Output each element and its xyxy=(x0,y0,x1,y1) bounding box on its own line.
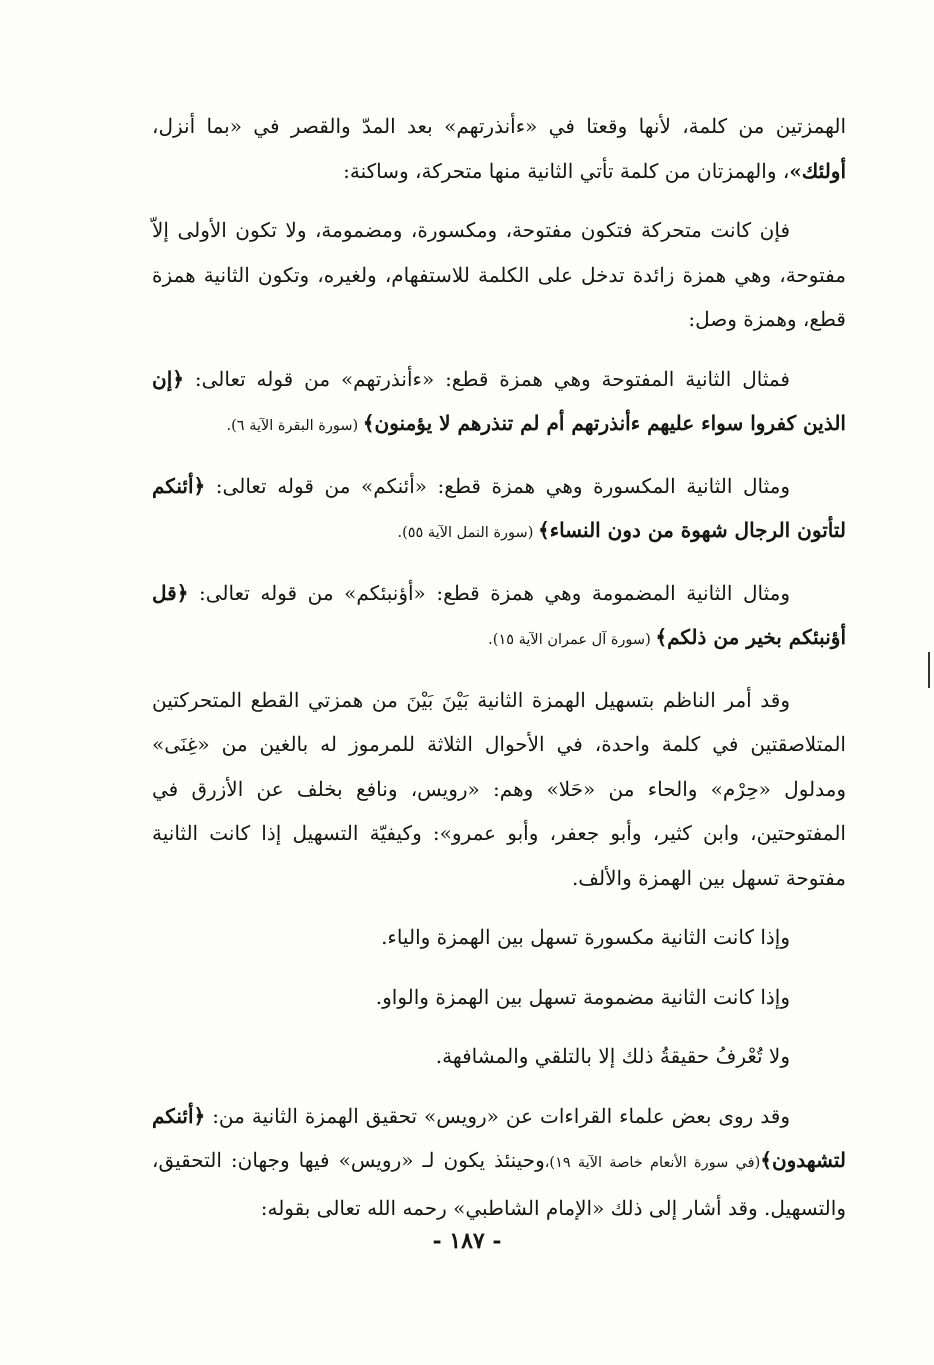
paragraph-p10 xyxy=(152,1094,846,1231)
quran-verse: ﴿إن الذين كفروا سواء عليهم ءأنذرتهم أم لم تنذرهم لا يؤمنون﴾ xyxy=(152,366,846,435)
quran-verse: ﴿قل أؤنبئكم بخير من ذلكم﴾ xyxy=(152,580,846,649)
paragraph-p4 xyxy=(152,464,846,556)
body-text: ومثال الثانية المكسورة وهي همزة قطع: «أئنكم» من قوله تعالى: xyxy=(205,473,790,498)
paragraph-p1 xyxy=(152,104,846,193)
body-text: وحينئذ يكون لـ «رويس» فيها وجهان: التحقيق، والتسهيل. وقد أشار إلى ذلك «الإمام الشاطبي» رحمه الله تعالى بقوله: xyxy=(152,1148,846,1220)
body-text: ، والهمزتان من كلمة تأتي الثانية منها متحركة، وساكنة: xyxy=(343,158,790,183)
verse-reference: (سورة آل عمران الآية ١٥). xyxy=(488,632,656,648)
verse-reference: (سورة النمل الآية ٥٥). xyxy=(397,525,538,541)
body-text: وإذا كانت الثانية مكسورة تسهل بين الهمزة والياء. xyxy=(381,925,790,949)
paragraph-p7 xyxy=(152,915,846,960)
quran-verse: ﴿أئنكم لتشهدون﴾ xyxy=(152,1103,846,1172)
verse-reference: (سورة البقرة الآية ٦). xyxy=(226,418,363,434)
body-text: الهمزتين من كلمة، لأنها وقعتا في «ءأنذرتهم» بعد المدّ والقصر في «بما أنزل، xyxy=(152,114,846,138)
body-text: ولا تُعْرفُ حقيقةُ ذلك إلا بالتلقي والمشافهة. xyxy=(435,1044,790,1068)
quran-verse: أولئك» xyxy=(789,158,846,183)
body-text: وإذا كانت الثانية مضمومة تسهل بين الهمزة والواو. xyxy=(375,984,790,1009)
paragraph-p5 xyxy=(152,571,846,663)
verse-reference: (في سورة الأنعام خاصة الآية ١٩)، xyxy=(544,1155,761,1171)
paragraph-p2 xyxy=(152,208,846,342)
paragraph-p8 xyxy=(152,975,846,1020)
quran-verse: ﴿أئنكم لتأتون الرجال شهوة من دون النساء﴾ xyxy=(152,473,846,542)
body-text: فمثال الثانية المفتوحة وهي همزة قطع: «ءأنذرتهم» من قوله تعالى: xyxy=(183,366,790,391)
body-text: فإن كانت متحركة فتكون مفتوحة، ومكسورة، ومضمومة، ولا تكون الأولى إلاّ مفتوحة، وهي همزة زائدة تدخل على الكلمة للاستفهام، ولغيره، وتكون الثانية همزة قطع، وهمزة وصل: xyxy=(152,218,846,331)
body-text: ومثال الثانية المضمومة وهي همزة قطع: «أؤنبئكم» من قوله تعالى: xyxy=(188,580,790,605)
paragraph-p3 xyxy=(152,357,846,449)
paragraph-p9 xyxy=(152,1034,846,1079)
body-text: وقد أمر الناظم بتسهيل الهمزة الثانية بَيْنَ بَيْنَ من همزتي القطع المتحركتين المتلاصقتين في كلمة واحدة، في الأحوال الثلاثة للمرموز له بالغين من «غِنَى» ومدلول «حِرْم» والحاء من «حَلا» وهم: «رويس، ونافع بخلف عن الأزرق في المفتوحتين، وابن كثير، وأبو جعفر، وأبو عمرو»: وكيفيّة التسهيل إذا كانت الثانية مفتوحة تسهل بين الهمزة والألف. xyxy=(152,687,846,890)
margin-mark xyxy=(928,652,930,688)
page-number: - ١٨٧ - xyxy=(432,1228,502,1254)
body-text: وقد روى بعض علماء القراءات عن «رويس» تحقيق الهمزة الثانية من: xyxy=(205,1103,790,1128)
page-body-text xyxy=(152,104,846,1245)
paragraph-p6 xyxy=(152,678,846,901)
